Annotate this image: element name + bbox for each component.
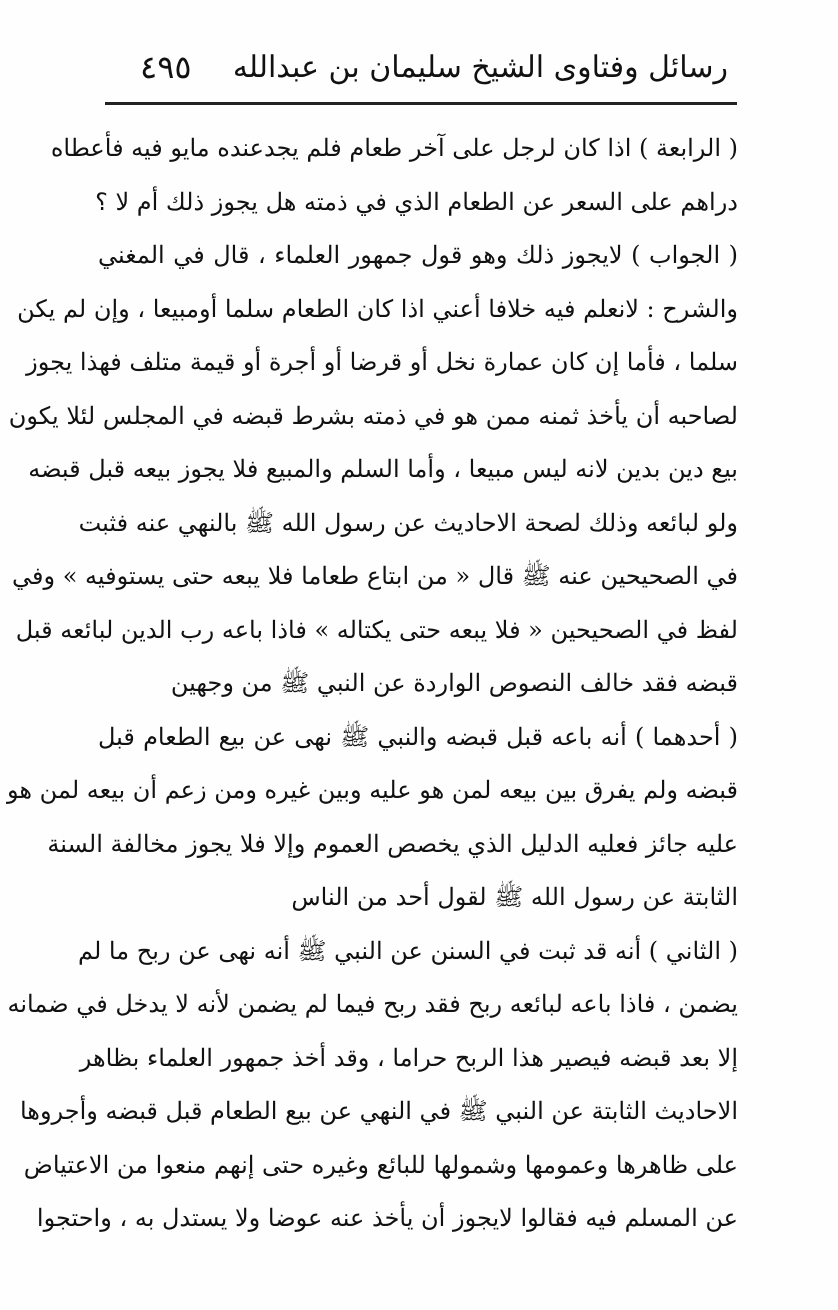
text-line: ( الجواب ) لايجوز ذلك وهو قول جمهور العلماء ، قال في المغني: [98, 241, 738, 269]
page-header: [100, 40, 738, 100]
text-line: إلا بعد قبضه فيصير هذا الربح حراما ، وقد أخذ جمهور العلماء بظاهر: [79, 1043, 738, 1072]
text-line: عليه جائز فعليه الدليل الذي يخصص العموم وإلا فلا يجوز مخالفة السنة: [47, 829, 738, 858]
text-line: قبضه فقد خالف النصوص الواردة عن النبي ﷺ من وجهين: [170, 669, 738, 697]
text-line: بيع دين بدين لانه ليس مبيعا ، وأما السلم والمبيع فلا يجوز بيعه قبل قبضه: [28, 455, 738, 483]
text-line: في الصحيحين عنه ﷺ قال « من ابتاع طعاما فلا يبعه حتى يستوفيه » وفي: [12, 562, 738, 590]
text-line: ( الرابعة ) اذا كان لرجل على آخر طعام فلم يجدعنده مايو فيه فأعطاه: [50, 134, 738, 162]
text-line: ( أحدهما ) أنه باعه قبل قبضه والنبي ﷺ نهى عن بيع الطعام قبل: [98, 722, 738, 751]
page-number: ٤٩٥: [140, 48, 192, 86]
text-line: الثابتة عن رسول الله ﷺ لقول أحد من الناس: [291, 883, 738, 911]
text-line: دراهم على السعر عن الطعام الذي في ذمته هل يجوز ذلك أم لا ؟: [95, 187, 738, 216]
text-line: لفظ في الصحيحين « فلا يبعه حتى يكتاله » فاذا باعه رب الدين لبائعه قبل: [15, 615, 738, 644]
text-line: والشرح : لانعلم فيه خلافا أعني اذا كان الطعام سلما أومبيعا ، وإن لم يكن: [17, 294, 738, 323]
running-title: رسائل وفتاوى الشيخ سليمان بن عبدالله: [232, 50, 728, 85]
text-line: عن المسلم فيه فقالوا لايجوز أن يأخذ عنه عوضا ولا يستدل به ، واحتجوا: [36, 1204, 738, 1232]
text-line: يضمن ، فاذا باعه لبائعه ربح فقد ربح فيما لم يضمن لأنه لا يدخل في ضمانه: [7, 990, 738, 1018]
text-line: على ظاهرها وعمومها وشمولها للبائع وغيره حتى إنهم منعوا من الاعتياض: [23, 1150, 738, 1179]
text-line: ولو لبائعه وذلك لصحة الاحاديث عن رسول الله ﷺ بالنهي عنه فثبت: [78, 508, 738, 537]
text-line: قبضه ولم يفرق بين بيعه لمن هو عليه وبين غيره ومن زعم أن بيعه لمن هو: [7, 776, 738, 804]
text-line: ( الثاني ) أنه قد ثبت في السنن عن النبي ﷺ أنه نهى عن ربح ما لم: [78, 936, 738, 965]
header-divider: [105, 102, 737, 105]
text-line: الاحاديث الثابتة عن النبي ﷺ في النهي عن بيع الطعام قبل قبضه وأجروها: [19, 1097, 738, 1125]
text-line: سلما ، فأما إن كان عمارة نخل أو قرضا أو أجرة أو قيمة متلف فهذا يجوز: [26, 348, 738, 376]
body-text: [7, 122, 738, 1246]
text-line: لصاحبه أن يأخذ ثمنه ممن هو في ذمته بشرط قبضه في المجلس لئلا يكون: [8, 401, 738, 430]
